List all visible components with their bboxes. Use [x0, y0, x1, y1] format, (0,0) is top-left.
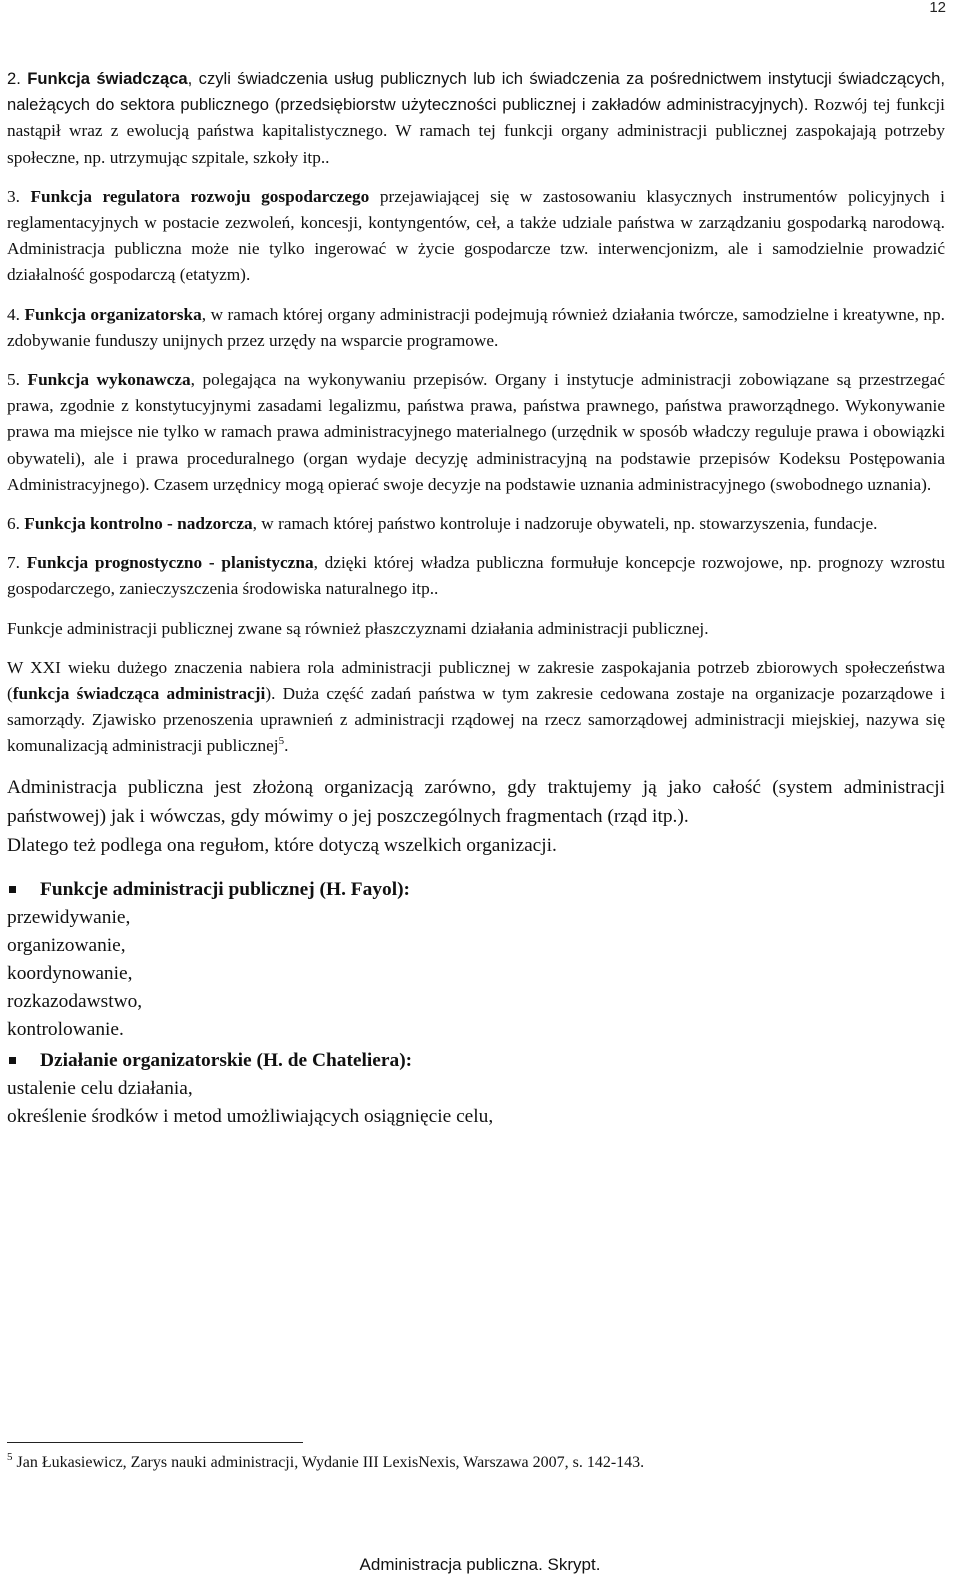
chateliera-heading: [7, 1047, 945, 1075]
paragraph-zlozona-organizacja: Administracja publiczna jest złożoną organizacją zarówno, gdy traktujemy ją jako całość (system administracji państwowej) jak i wówczas, gdy mówimy o jej poszczególnych fragmentach (rząd itp.).: [7, 776, 945, 827]
list-item: rozkazodawstwo,: [7, 991, 143, 1013]
bold-term: Funkcja regulatora rozwoju gospodarczego: [30, 186, 370, 206]
heading-text: Działanie organizatorskie (H. de Chateliera):: [40, 1049, 413, 1071]
text-span: .: [284, 736, 289, 756]
text-span: , czyli świadczenia usług publicznych lub ich świadczenia za pośrednictwem instytucji świadczących, należących do sektora publicznego (przedsiębiorstw użyteczności publicznej i zakładów administracyjnych).: [7, 69, 946, 115]
text-span: 3.: [7, 186, 31, 206]
footnote-separator: [7, 1442, 303, 1443]
paragraph-xxi-wiek: [7, 655, 945, 760]
list-item: ustalenie celu działania,: [7, 1077, 193, 1099]
page-footer: Administracja publiczna. Skrypt.: [359, 1555, 601, 1574]
text-span: , dzięki której władza publiczna formułuje koncepcje rozwojowe, np. prognozy wzrostu gospodarczego, zanieczyszczenia środowiska naturalnego itp..: [7, 553, 945, 599]
text-span: 7.: [7, 553, 27, 573]
list-item: koordynowanie,: [7, 963, 133, 985]
paragraph-reguly: Dlatego też podlega ona regułom, które dotyczą wszelkich organizacji.: [7, 834, 557, 856]
fayol-heading: [7, 876, 945, 904]
bold-term: Funkcja organizatorska: [24, 304, 202, 324]
text-span: 5.: [7, 370, 28, 390]
text-span: przejawiającej się w zastosowaniu klasycznych instrumentów policyjnych i reglamentacyjnych w postacie zezwoleń, koncesji, kontyngentów, ceł, a także udziale państwa w zarządzaniu gospodarką narodową. Administracja publiczna może nie tylko ingerować w życie gospodarcze tzw. interwencjonizm, ale i samodzielnie prowadzić działalność gospodarczą (etatyzm).: [7, 186, 945, 285]
square-bullet-icon: [9, 886, 16, 893]
fayol-section: [7, 876, 945, 1045]
heading-text: Funkcje administracji publicznej (H. Fayol):: [40, 878, 411, 900]
document-body: [7, 66, 945, 1133]
footnote-number: 5: [7, 1450, 13, 1463]
paragraph-funkcja-prognostyczna: [7, 550, 945, 602]
list-item: przewidywanie,: [7, 906, 131, 928]
paragraph-funkcja-swiadczaca: [7, 66, 945, 171]
paragraph-funkcja-kontrolna: [7, 511, 945, 537]
bold-term: Funkcja świadcząca: [27, 69, 188, 88]
paragraph-funkcja-organizatorska: [7, 302, 945, 354]
text-span: Funkcje administracji publicznej zwane są również płaszczyznami działania administracji publicznej.: [7, 618, 709, 638]
footnote-reference: 5: [278, 734, 285, 747]
bold-term: Funkcja kontrolno - nadzorcza: [24, 514, 253, 534]
bold-term: Funkcja prognostyczno - planistyczna: [26, 553, 314, 573]
bold-term: Funkcja wykonawcza: [27, 370, 191, 390]
chateliera-section: [7, 1047, 945, 1131]
list-item: określenie środków i metod umożliwiających osiągnięcie celu,: [7, 1105, 494, 1127]
text-span: Rozwój tej funkcji nastąpił wraz z ewolucją państwa kapitalistycznego. W ramach tej funkcji organy administracji publicznej zaspokajają potrzeby społeczne, np. utrzymując szpitale, szkoły itp..: [7, 95, 945, 167]
text-span: ). Duża część zadań państwa w tym zakresie cedowana zostaje na organizacje pozarządowe i samorządy. Zjawisko przenoszenia uprawnień z administracji rządowej na rzecz samorządowej administracji miejskiej, nazywa się komunalizacją administracji publicznej: [7, 684, 945, 756]
text-span: [7, 69, 945, 114]
page-number: 12: [929, 0, 946, 16]
bold-term: funkcja świadcząca administracji: [12, 684, 266, 704]
paragraph-funkcja-regulatora: [7, 184, 945, 289]
footnote: [7, 1452, 644, 1474]
text-span: , polegająca na wykonywaniu przepisów. Organy i instytucje administracji zobowiązane są przestrzegać prawa, zgodnie z konstytucyjnymi zasadami legalizmu, państwa prawa, państwa prawnego, państwa praworządnego. Wykonywanie prawa ma miejsce nie tylko w ramach prawa administracyjnego materialnego (urzędnik w sposób władczy reguluje prawa i obowiązki obywateli), ale i prawa proceduralnego (organ wydaje decyzję administracyjną na podstawie przepisów Kodeksu Postępowania Administracyjnego). Czasem urzędnicy mogą opierać swoje decyzje na podstawie uznania administracyjnego (swobodnego uznania).: [7, 370, 945, 494]
square-bullet-icon: [9, 1057, 16, 1064]
list-item: organizowanie,: [7, 934, 126, 956]
footnote-text: Jan Łukasiewicz, Zarys nauki administracji, Wydanie III LexisNexis, Warszawa 2007, s. 142-143.: [12, 1454, 645, 1471]
text-span: , w ramach której państwo kontroluje i nadzoruje obywateli, np. stowarzyszenia, fundacje.: [252, 514, 878, 534]
text-span: 2.: [7, 69, 28, 88]
text-span: W XXI wieku dużego znaczenia nabiera rola administracji publicznej w zakresie zaspokajania potrzeb zbiorowych społeczeństwa (: [7, 657, 945, 704]
text-span: , w ramach której organy administracji podejmują również działania twórcze, samodzielne i kreatywne, np. zdobywanie funduszy unijnych przez urzędy na wsparcie programowe.: [7, 304, 946, 350]
list-item: kontrolowanie.: [7, 1019, 124, 1041]
paragraph-plaszczyzny: [7, 616, 945, 642]
text-span: 4.: [7, 304, 25, 324]
text-span: 6.: [7, 514, 25, 534]
paragraph-funkcja-wykonawcza: [7, 367, 945, 498]
